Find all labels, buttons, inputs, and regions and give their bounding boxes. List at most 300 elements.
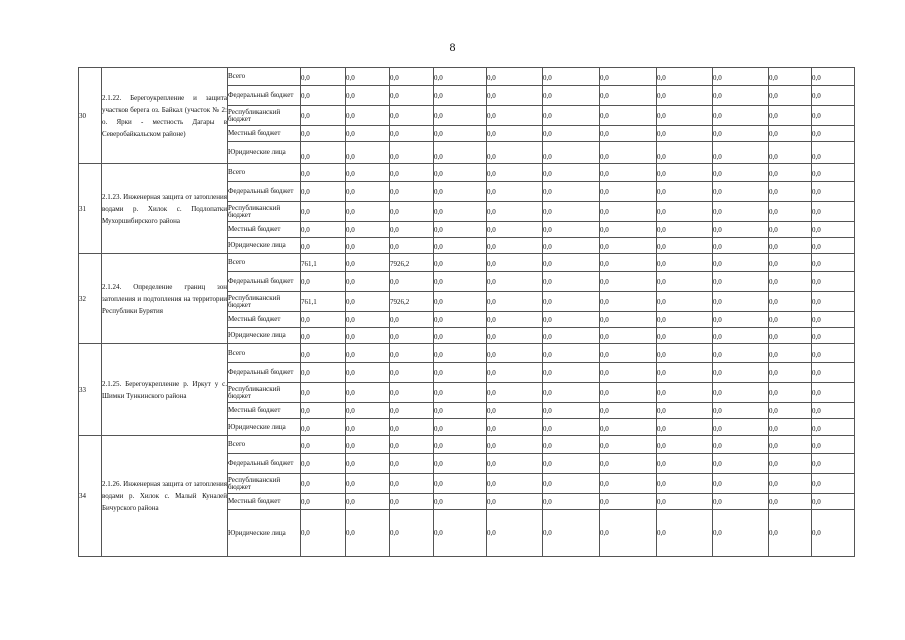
value-cell: 0,0 xyxy=(769,272,812,292)
value-cell: 0,0 xyxy=(390,403,434,419)
value-cell: 0,0 xyxy=(301,474,346,494)
value-cell: 0,0 xyxy=(600,312,657,328)
value-cell: 0,0 xyxy=(346,254,390,272)
value-cell: 0,0 xyxy=(812,164,855,182)
value-cell: 0,0 xyxy=(487,106,543,126)
value-cell: 0,0 xyxy=(487,182,543,202)
value-cell: 0,0 xyxy=(812,403,855,419)
value-cell: 0,0 xyxy=(346,403,390,419)
value-cell: 0,0 xyxy=(543,68,600,86)
value-cell: 0,0 xyxy=(713,254,769,272)
value-cell: 0,0 xyxy=(812,312,855,328)
value-cell: 0,0 xyxy=(600,474,657,494)
value-cell: 0,0 xyxy=(600,106,657,126)
value-cell: 0,0 xyxy=(301,182,346,202)
value-cell: 0,0 xyxy=(346,272,390,292)
value-cell: 0,0 xyxy=(390,510,434,557)
value-cell: 0,0 xyxy=(487,86,543,106)
value-cell: 0,0 xyxy=(713,272,769,292)
value-cell: 0,0 xyxy=(543,142,600,164)
value-cell: 0,0 xyxy=(543,419,600,436)
value-cell: 0,0 xyxy=(769,126,812,142)
value-cell: 0,0 xyxy=(487,238,543,254)
value-cell: 0,0 xyxy=(657,202,713,222)
value-cell: 0,0 xyxy=(543,474,600,494)
value-cell: 0,0 xyxy=(487,454,543,474)
value-cell: 0,0 xyxy=(713,312,769,328)
value-cell: 0,0 xyxy=(600,419,657,436)
value-cell: 0,0 xyxy=(390,202,434,222)
funding-source: Федеральный бюджет xyxy=(228,86,301,106)
value-cell: 0,0 xyxy=(543,328,600,344)
value-cell: 0,0 xyxy=(543,254,600,272)
value-cell: 0,0 xyxy=(657,312,713,328)
value-cell: 0,0 xyxy=(487,510,543,557)
value-cell: 0,0 xyxy=(390,272,434,292)
value-cell: 0,0 xyxy=(434,510,487,557)
value-cell: 0,0 xyxy=(812,419,855,436)
value-cell: 0,0 xyxy=(434,363,487,383)
value-cell: 0,0 xyxy=(487,68,543,86)
funding-source: Местный бюджет xyxy=(228,222,301,238)
value-cell: 0,0 xyxy=(600,328,657,344)
value-cell: 0,0 xyxy=(434,494,487,510)
value-cell: 0,0 xyxy=(487,164,543,182)
row-number: 33 xyxy=(79,344,102,436)
value-cell: 0,0 xyxy=(769,164,812,182)
value-cell: 0,0 xyxy=(657,363,713,383)
funding-source: Юридические лица xyxy=(228,419,301,436)
value-cell: 0,0 xyxy=(769,86,812,106)
value-cell: 0,0 xyxy=(713,474,769,494)
value-cell: 0,0 xyxy=(713,292,769,312)
value-cell: 0,0 xyxy=(657,454,713,474)
value-cell: 0,0 xyxy=(390,344,434,363)
value-cell: 0,0 xyxy=(657,403,713,419)
value-cell: 0,0 xyxy=(812,383,855,403)
value-cell: 0,0 xyxy=(434,403,487,419)
value-cell: 0,0 xyxy=(713,363,769,383)
value-cell: 0,0 xyxy=(346,238,390,254)
value-cell: 0,0 xyxy=(543,292,600,312)
value-cell: 0,0 xyxy=(600,182,657,202)
value-cell: 0,0 xyxy=(713,202,769,222)
value-cell: 0,0 xyxy=(543,363,600,383)
funding-source: Местный бюджет xyxy=(228,312,301,328)
value-cell: 0,0 xyxy=(812,182,855,202)
value-cell: 0,0 xyxy=(812,454,855,474)
value-cell: 0,0 xyxy=(657,142,713,164)
value-cell: 0,0 xyxy=(346,344,390,363)
value-cell: 0,0 xyxy=(390,363,434,383)
value-cell: 0,0 xyxy=(487,363,543,383)
measure-name: 2.1.26. Инженерная защита от затопления водами р. Хилок с. Малый Куналей Бичурского района xyxy=(102,436,228,557)
value-cell: 0,0 xyxy=(600,510,657,557)
value-cell: 0,0 xyxy=(346,510,390,557)
value-cell: 0,0 xyxy=(657,254,713,272)
measure-name: 2.1.25. Берегоукрепление р. Иркут у с. Шимки Тункинского района xyxy=(102,344,228,436)
funding-source: Республиканский бюджет xyxy=(228,202,301,222)
value-cell: 0,0 xyxy=(713,510,769,557)
value-cell: 0,0 xyxy=(812,328,855,344)
value-cell: 0,0 xyxy=(713,328,769,344)
value-cell: 0,0 xyxy=(812,254,855,272)
value-cell: 0,0 xyxy=(812,106,855,126)
value-cell: 0,0 xyxy=(812,202,855,222)
value-cell: 0,0 xyxy=(390,328,434,344)
value-cell: 0,0 xyxy=(769,142,812,164)
funding-source: Местный бюджет xyxy=(228,494,301,510)
value-cell: 0,0 xyxy=(301,494,346,510)
value-cell: 0,0 xyxy=(543,238,600,254)
value-cell: 0,0 xyxy=(713,222,769,238)
value-cell: 0,0 xyxy=(600,238,657,254)
value-cell: 0,0 xyxy=(657,164,713,182)
value-cell: 0,0 xyxy=(812,222,855,238)
value-cell: 0,0 xyxy=(346,164,390,182)
value-cell: 0,0 xyxy=(487,494,543,510)
value-cell: 0,0 xyxy=(713,454,769,474)
value-cell: 0,0 xyxy=(543,126,600,142)
value-cell: 0,0 xyxy=(657,126,713,142)
value-cell: 0,0 xyxy=(600,436,657,454)
value-cell: 0,0 xyxy=(713,68,769,86)
value-cell: 0,0 xyxy=(713,383,769,403)
value-cell: 0,0 xyxy=(390,454,434,474)
value-cell: 0,0 xyxy=(487,202,543,222)
value-cell: 0,0 xyxy=(812,272,855,292)
value-cell: 0,0 xyxy=(390,126,434,142)
funding-source: Всего xyxy=(228,254,301,272)
value-cell: 0,0 xyxy=(543,454,600,474)
value-cell: 0,0 xyxy=(769,68,812,86)
value-cell: 0,0 xyxy=(769,182,812,202)
value-cell: 0,0 xyxy=(769,436,812,454)
value-cell: 0,0 xyxy=(301,238,346,254)
value-cell: 0,0 xyxy=(346,106,390,126)
value-cell: 0,0 xyxy=(434,126,487,142)
funding-source: Юридические лица xyxy=(228,238,301,254)
measure-name: 2.1.24. Определение границ зон затопления и подтопления на территории Республики Бурятия xyxy=(102,254,228,344)
value-cell: 0,0 xyxy=(769,454,812,474)
value-cell: 0,0 xyxy=(301,419,346,436)
value-cell: 0,0 xyxy=(769,344,812,363)
value-cell: 0,0 xyxy=(346,454,390,474)
value-cell: 0,0 xyxy=(600,86,657,106)
row-number: 32 xyxy=(79,254,102,344)
value-cell: 0,0 xyxy=(301,436,346,454)
value-cell: 0,0 xyxy=(390,419,434,436)
value-cell: 0,0 xyxy=(346,328,390,344)
value-cell: 0,0 xyxy=(812,142,855,164)
value-cell: 0,0 xyxy=(390,222,434,238)
value-cell: 0,0 xyxy=(346,126,390,142)
measure-name: 2.1.23. Инженерная защита от затопления водами р. Хилок с. Подлопатки Мухоршибирского района xyxy=(102,164,228,254)
value-cell: 0,0 xyxy=(390,436,434,454)
value-cell: 0,0 xyxy=(657,419,713,436)
value-cell: 0,0 xyxy=(812,363,855,383)
value-cell: 0,0 xyxy=(812,238,855,254)
value-cell: 0,0 xyxy=(301,222,346,238)
value-cell: 0,0 xyxy=(657,494,713,510)
value-cell: 0,0 xyxy=(657,383,713,403)
value-cell: 0,0 xyxy=(487,383,543,403)
value-cell: 0,0 xyxy=(434,68,487,86)
value-cell: 0,0 xyxy=(301,312,346,328)
funding-source: Федеральный бюджет xyxy=(228,363,301,383)
value-cell: 0,0 xyxy=(543,106,600,126)
funding-source: Федеральный бюджет xyxy=(228,454,301,474)
funding-source: Всего xyxy=(228,164,301,182)
value-cell: 0,0 xyxy=(769,202,812,222)
value-cell: 0,0 xyxy=(487,254,543,272)
value-cell: 0,0 xyxy=(487,272,543,292)
value-cell: 0,0 xyxy=(301,363,346,383)
value-cell: 0,0 xyxy=(600,454,657,474)
value-cell: 0,0 xyxy=(346,312,390,328)
value-cell: 0,0 xyxy=(812,292,855,312)
value-cell: 0,0 xyxy=(434,436,487,454)
row-number: 34 xyxy=(79,436,102,557)
value-cell: 0,0 xyxy=(487,292,543,312)
funding-source: Республиканский бюджет xyxy=(228,383,301,403)
value-cell: 0,0 xyxy=(346,182,390,202)
value-cell: 0,0 xyxy=(657,510,713,557)
value-cell: 0,0 xyxy=(600,292,657,312)
value-cell: 0,0 xyxy=(543,86,600,106)
value-cell: 0,0 xyxy=(487,312,543,328)
value-cell: 0,0 xyxy=(543,312,600,328)
value-cell: 0,0 xyxy=(812,474,855,494)
value-cell: 0,0 xyxy=(543,494,600,510)
value-cell: 0,0 xyxy=(657,292,713,312)
value-cell: 0,0 xyxy=(600,254,657,272)
value-cell: 0,0 xyxy=(434,328,487,344)
value-cell: 0,0 xyxy=(390,68,434,86)
value-cell: 0,0 xyxy=(434,142,487,164)
value-cell: 0,0 xyxy=(543,222,600,238)
value-cell: 0,0 xyxy=(346,383,390,403)
value-cell: 0,0 xyxy=(713,126,769,142)
funding-source: Федеральный бюджет xyxy=(228,272,301,292)
value-cell: 761,1 xyxy=(301,292,346,312)
value-cell: 0,0 xyxy=(769,238,812,254)
value-cell: 0,0 xyxy=(657,238,713,254)
value-cell: 0,0 xyxy=(657,86,713,106)
value-cell: 0,0 xyxy=(346,86,390,106)
funding-source: Юридические лица xyxy=(228,142,301,164)
value-cell: 0,0 xyxy=(812,436,855,454)
value-cell: 0,0 xyxy=(657,328,713,344)
value-cell: 0,0 xyxy=(543,436,600,454)
value-cell: 0,0 xyxy=(543,164,600,182)
value-cell: 0,0 xyxy=(713,86,769,106)
value-cell: 0,0 xyxy=(301,510,346,557)
table-row xyxy=(79,164,855,182)
value-cell: 0,0 xyxy=(713,106,769,126)
value-cell: 0,0 xyxy=(769,312,812,328)
value-cell: 0,0 xyxy=(769,494,812,510)
value-cell: 0,0 xyxy=(390,142,434,164)
value-cell: 0,0 xyxy=(657,182,713,202)
value-cell: 0,0 xyxy=(487,344,543,363)
value-cell: 0,0 xyxy=(390,494,434,510)
value-cell: 761,1 xyxy=(301,254,346,272)
value-cell: 0,0 xyxy=(390,238,434,254)
value-cell: 0,0 xyxy=(543,403,600,419)
value-cell: 0,0 xyxy=(769,292,812,312)
value-cell: 0,0 xyxy=(713,164,769,182)
table-row xyxy=(79,344,855,363)
funding-source: Республиканский бюджет xyxy=(228,106,301,126)
table-row xyxy=(79,436,855,454)
value-cell: 0,0 xyxy=(600,383,657,403)
value-cell: 0,0 xyxy=(390,86,434,106)
value-cell: 0,0 xyxy=(390,312,434,328)
table-row xyxy=(79,254,855,272)
value-cell: 0,0 xyxy=(769,419,812,436)
value-cell: 0,0 xyxy=(713,436,769,454)
value-cell: 0,0 xyxy=(600,222,657,238)
value-cell: 0,0 xyxy=(434,164,487,182)
value-cell: 0,0 xyxy=(434,182,487,202)
value-cell: 0,0 xyxy=(434,106,487,126)
value-cell: 0,0 xyxy=(434,419,487,436)
value-cell: 0,0 xyxy=(769,106,812,126)
value-cell: 0,0 xyxy=(434,454,487,474)
value-cell: 0,0 xyxy=(600,126,657,142)
page-number: 8 xyxy=(449,40,456,54)
value-cell: 0,0 xyxy=(487,403,543,419)
value-cell: 0,0 xyxy=(713,238,769,254)
value-cell: 0,0 xyxy=(301,126,346,142)
value-cell: 0,0 xyxy=(301,68,346,86)
funding-source: Федеральный бюджет xyxy=(228,182,301,202)
funding-source: Республиканский бюджет xyxy=(228,474,301,494)
value-cell: 0,0 xyxy=(600,272,657,292)
value-cell: 0,0 xyxy=(657,272,713,292)
value-cell: 0,0 xyxy=(390,106,434,126)
value-cell: 0,0 xyxy=(346,474,390,494)
funding-source: Всего xyxy=(228,68,301,86)
value-cell: 0,0 xyxy=(434,383,487,403)
value-cell: 0,0 xyxy=(769,510,812,557)
value-cell: 0,0 xyxy=(487,419,543,436)
value-cell: 0,0 xyxy=(657,68,713,86)
value-cell: 0,0 xyxy=(346,436,390,454)
value-cell: 0,0 xyxy=(301,403,346,419)
value-cell: 0,0 xyxy=(600,164,657,182)
value-cell: 0,0 xyxy=(543,182,600,202)
value-cell: 0,0 xyxy=(487,142,543,164)
value-cell: 0,0 xyxy=(346,419,390,436)
value-cell: 7926,2 xyxy=(390,292,434,312)
row-number: 31 xyxy=(79,164,102,254)
value-cell: 0,0 xyxy=(346,222,390,238)
value-cell: 0,0 xyxy=(769,222,812,238)
value-cell: 0,0 xyxy=(301,383,346,403)
funding-source: Местный бюджет xyxy=(228,126,301,142)
value-cell: 0,0 xyxy=(346,68,390,86)
value-cell: 0,0 xyxy=(434,474,487,494)
funding-source: Республиканский бюджет xyxy=(228,292,301,312)
funding-source: Юридические лица xyxy=(228,328,301,344)
value-cell: 0,0 xyxy=(301,454,346,474)
value-cell: 0,0 xyxy=(713,494,769,510)
value-cell: 0,0 xyxy=(390,474,434,494)
value-cell: 0,0 xyxy=(434,238,487,254)
value-cell: 0,0 xyxy=(434,272,487,292)
value-cell: 0,0 xyxy=(769,363,812,383)
value-cell: 0,0 xyxy=(769,383,812,403)
value-cell: 0,0 xyxy=(346,363,390,383)
value-cell: 0,0 xyxy=(487,436,543,454)
value-cell: 0,0 xyxy=(657,474,713,494)
value-cell: 0,0 xyxy=(390,164,434,182)
value-cell: 0,0 xyxy=(812,510,855,557)
value-cell: 0,0 xyxy=(434,202,487,222)
value-cell: 0,0 xyxy=(769,403,812,419)
value-cell: 0,0 xyxy=(657,222,713,238)
row-number: 30 xyxy=(79,68,102,164)
budget-table xyxy=(78,67,855,557)
value-cell: 0,0 xyxy=(434,312,487,328)
value-cell: 0,0 xyxy=(812,86,855,106)
value-cell: 0,0 xyxy=(346,494,390,510)
value-cell: 0,0 xyxy=(434,86,487,106)
funding-source: Всего xyxy=(228,436,301,454)
value-cell: 0,0 xyxy=(543,344,600,363)
value-cell: 0,0 xyxy=(434,222,487,238)
value-cell: 0,0 xyxy=(713,419,769,436)
value-cell: 0,0 xyxy=(301,164,346,182)
value-cell: 0,0 xyxy=(301,328,346,344)
value-cell: 0,0 xyxy=(713,182,769,202)
value-cell: 0,0 xyxy=(812,68,855,86)
value-cell: 7926,2 xyxy=(390,254,434,272)
value-cell: 0,0 xyxy=(600,403,657,419)
value-cell: 0,0 xyxy=(713,403,769,419)
value-cell: 0,0 xyxy=(812,494,855,510)
value-cell: 0,0 xyxy=(346,142,390,164)
value-cell: 0,0 xyxy=(600,363,657,383)
value-cell: 0,0 xyxy=(301,106,346,126)
value-cell: 0,0 xyxy=(487,474,543,494)
value-cell: 0,0 xyxy=(543,383,600,403)
value-cell: 0,0 xyxy=(543,202,600,222)
value-cell: 0,0 xyxy=(713,344,769,363)
value-cell: 0,0 xyxy=(346,292,390,312)
value-cell: 0,0 xyxy=(301,344,346,363)
value-cell: 0,0 xyxy=(390,182,434,202)
value-cell: 0,0 xyxy=(769,474,812,494)
value-cell: 0,0 xyxy=(769,328,812,344)
value-cell: 0,0 xyxy=(812,126,855,142)
value-cell: 0,0 xyxy=(301,86,346,106)
value-cell: 0,0 xyxy=(434,292,487,312)
value-cell: 0,0 xyxy=(301,142,346,164)
funding-source: Юридические лица xyxy=(228,510,301,557)
value-cell: 0,0 xyxy=(434,254,487,272)
funding-source: Местный бюджет xyxy=(228,403,301,419)
value-cell: 0,0 xyxy=(769,254,812,272)
value-cell: 0,0 xyxy=(600,68,657,86)
value-cell: 0,0 xyxy=(346,202,390,222)
table-row xyxy=(79,68,855,86)
value-cell: 0,0 xyxy=(657,344,713,363)
value-cell: 0,0 xyxy=(600,142,657,164)
value-cell: 0,0 xyxy=(301,202,346,222)
